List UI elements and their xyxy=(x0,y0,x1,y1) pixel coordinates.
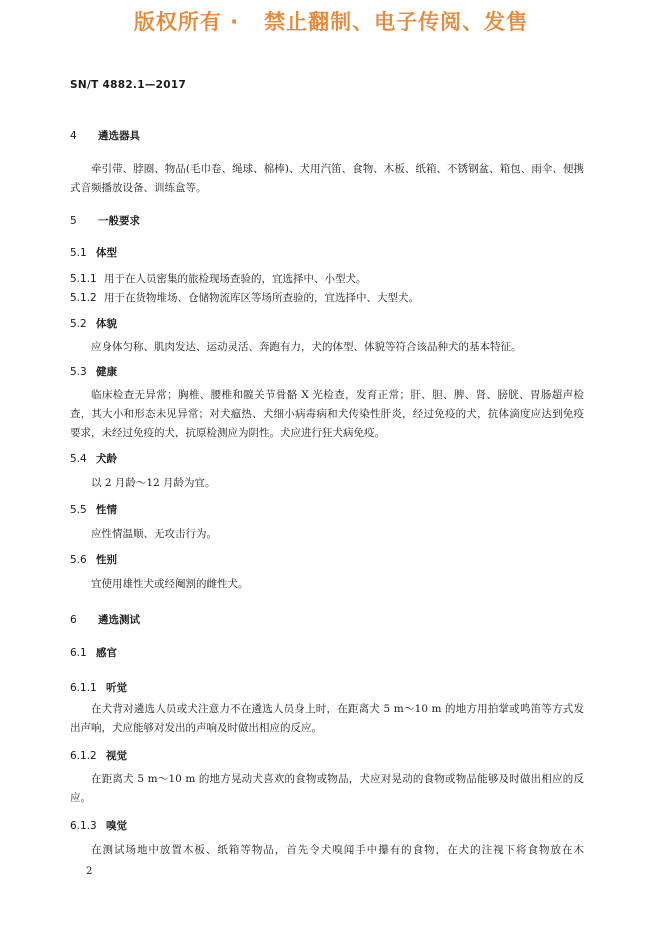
section-number: 5.5 xyxy=(70,504,87,516)
section-title: 性别 xyxy=(96,554,117,566)
section-title: 一般要求 xyxy=(98,215,140,227)
section-number: 5.6 xyxy=(70,554,87,566)
list-item-5-1-2 xyxy=(70,290,419,305)
section-title: 视觉 xyxy=(106,750,127,762)
paragraph-smell: 在测试场地中放置木板、纸箱等物品，首先令犬嗅闻手中攥有的食物，在犬的注视下将食物放在木 xyxy=(91,844,584,856)
page-number: 2 xyxy=(86,866,93,877)
section-6-1-1-heading xyxy=(70,680,127,695)
item-text: 用于在货物堆场、仓储物流库区等场所查验的，宜选择中、大型犬。 xyxy=(104,292,419,304)
paragraph-age: 以 2 月龄～12 月龄为宜。 xyxy=(91,477,216,489)
section-number: 4 xyxy=(70,130,77,142)
section-title: 感官 xyxy=(96,647,117,659)
section-title: 体型 xyxy=(96,247,117,259)
section-number: 6.1.2 xyxy=(70,750,97,762)
section-6-heading xyxy=(70,612,140,627)
section-5-5-heading xyxy=(70,502,117,517)
section-number: 5.3 xyxy=(70,366,87,378)
section-number: 5.2 xyxy=(70,318,87,330)
section-number: 5.1 xyxy=(70,247,87,259)
standard-code: SN/T 4882.1—2017 xyxy=(70,79,187,91)
paragraph-sex: 宜使用雄性犬或经阉割的雌性犬。 xyxy=(91,578,249,590)
copyright-watermark: 版权所有 · 禁止翻制、电子传阅、发售 xyxy=(133,10,529,34)
section-6-1-3-heading xyxy=(70,818,127,833)
section-5-3-heading xyxy=(70,364,117,379)
item-number: 5.1.1 xyxy=(70,273,97,285)
paragraph-vision: 在距离犬 5 m～10 m 的地方晃动犬喜欢的食物或物品，犬应对晃动的食物或物品能够及时做出相应的反应。 xyxy=(70,773,584,804)
section-title: 遴选器具 xyxy=(98,130,140,142)
paragraph-health: 临床检查无异常；胸椎、腰椎和髋关节骨骼 X 光检查，发育正常；肝、胆、脾、肾、膀胱、胃肠超声检查，其大小和形态未见异常；对犬瘟热、犬细小病毒病和犬传染性肝炎，经过免疫的犬，抗体滴度应达到免疫要求，未经过免疫的犬，抗原检测应为阴性。犬应进行狂犬病免疫。 xyxy=(70,389,584,439)
section-number: 5.4 xyxy=(70,453,87,465)
section-title: 遴选测试 xyxy=(98,614,140,626)
item-text: 用于在人员密集的旅检现场查验的，宜选择中、小型犬。 xyxy=(104,273,367,285)
section-title: 健康 xyxy=(96,366,117,378)
list-item-5-1-1 xyxy=(70,271,367,286)
section-5-1-heading xyxy=(70,245,117,260)
section-number: 6.1.1 xyxy=(70,682,97,694)
section-title: 听觉 xyxy=(106,682,127,694)
section-5-heading xyxy=(70,213,140,228)
section-title: 性情 xyxy=(96,504,117,516)
section-5-4-heading xyxy=(70,451,117,466)
section-number: 5 xyxy=(70,215,77,227)
paragraph-temperament: 应性情温顺、无攻击行为。 xyxy=(91,528,217,540)
paragraph-equipment: 牵引带、脖圈、物品(毛巾卷、绳球、棉棒)、犬用汽笛、食物、木板、纸箱、不锈钢盆、箱包、雨伞、便携式音频播放设备、训练盒等。 xyxy=(70,163,584,194)
paragraph-hearing: 在犬背对遴选人员或犬注意力不在遴选人员身上时，在距离犬 5 m～10 m 的地方用拍掌或鸣笛等方式发出声响，犬应能够对发出的声响及时做出相应的反应。 xyxy=(70,703,584,734)
section-6-1-2-heading xyxy=(70,748,127,763)
section-4-heading xyxy=(70,128,140,143)
section-6-1-heading xyxy=(70,645,117,660)
section-number: 6.1 xyxy=(70,647,87,659)
section-title: 犬龄 xyxy=(96,453,117,465)
paragraph-appearance: 应身体匀称、肌肉发达、运动灵活、奔跑有力，犬的体型、体貌等符合该品种犬的基本特征。 xyxy=(91,341,522,353)
section-number: 6 xyxy=(70,614,77,626)
section-5-2-heading xyxy=(70,316,117,331)
section-5-6-heading xyxy=(70,552,117,567)
section-title: 嗅觉 xyxy=(106,820,127,832)
item-number: 5.1.2 xyxy=(70,292,97,304)
section-number: 6.1.3 xyxy=(70,820,97,832)
section-title: 体貌 xyxy=(96,318,117,330)
